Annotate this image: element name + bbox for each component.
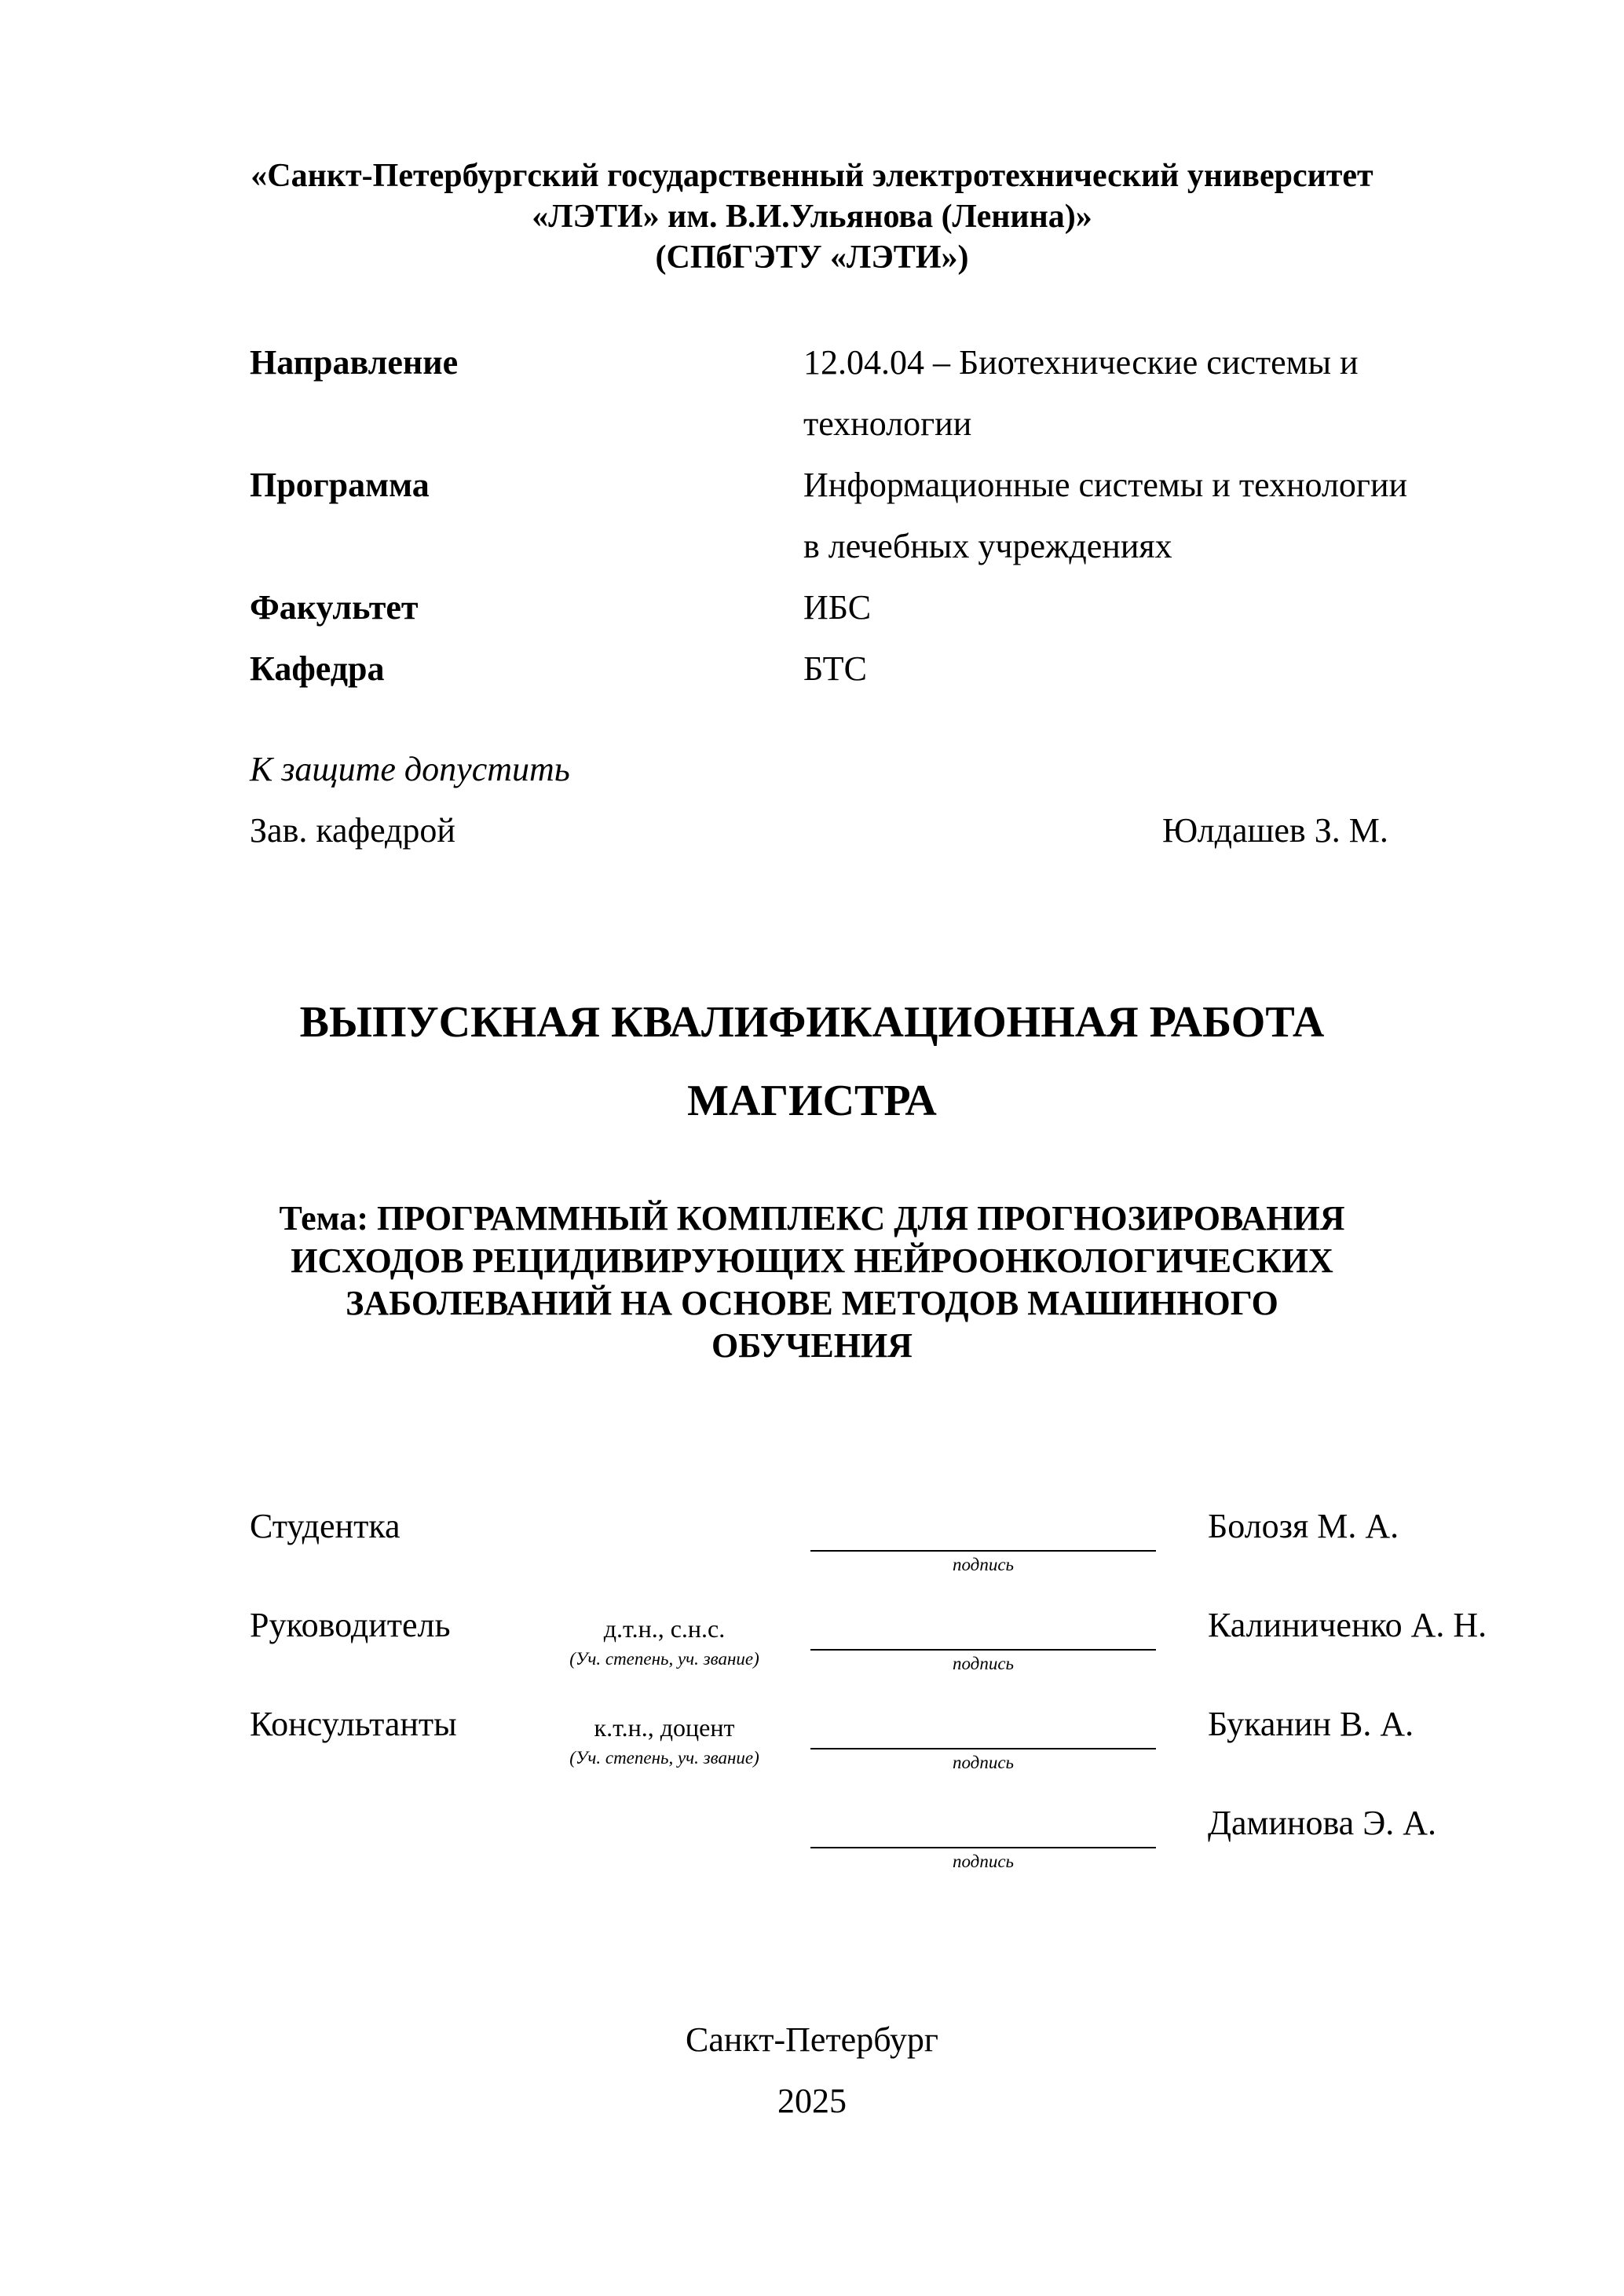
- consultant1-name: Буканин В. А.: [1208, 1705, 1414, 1743]
- consultant1-degree-hint: (Уч. степень, уч. звание): [569, 1748, 759, 1768]
- supervisor-degree-hint: (Уч. степень, уч. звание): [569, 1649, 759, 1669]
- consultant2-signature-line: [810, 1847, 1156, 1848]
- student-name: Болозя М. А.: [1208, 1507, 1399, 1545]
- consultant1-signature-hint: подпись: [952, 1753, 1014, 1772]
- supervisor-degree: д.т.н., с.н.с.: [603, 1614, 726, 1643]
- student-signature-line: [810, 1550, 1156, 1552]
- faculty-value: ИБС: [803, 588, 872, 627]
- program-value-line1: Информационные системы и технологии: [803, 466, 1408, 504]
- consultant2-name: Даминова Э. А.: [1208, 1804, 1437, 1842]
- direction-label: Направление: [250, 343, 459, 382]
- supervisor-name: Калиниченко А. Н.: [1208, 1606, 1487, 1644]
- direction-value-line1: 12.04.04 – Биотехнические системы и: [803, 343, 1359, 382]
- university-name-line2: «ЛЭТИ» им. В.И.Ульянова (Ленина)»: [532, 199, 1092, 235]
- department-value: БТС: [803, 649, 867, 688]
- student-role: Студентка: [250, 1507, 401, 1545]
- head-of-department-label: Зав. кафедрой: [250, 811, 455, 850]
- theme-line2: ИСХОДОВ РЕЦИДИВИРУЮЩИХ НЕЙРООНКОЛОГИЧЕСКИХ: [291, 1241, 1333, 1280]
- university-abbrev: (СПбГЭТУ «ЛЭТИ»): [655, 239, 969, 276]
- supervisor-role: Руководитель: [250, 1606, 451, 1644]
- theme-line3: ЗАБОЛЕВАНИЙ НА ОСНОВЕ МЕТОДОВ МАШИННОГО: [346, 1284, 1278, 1322]
- student-signature-hint: подпись: [952, 1555, 1014, 1574]
- supervisor-signature-hint: подпись: [952, 1654, 1014, 1673]
- program-label: Программа: [250, 466, 430, 504]
- consultant2-signature-hint: подпись: [952, 1852, 1014, 1871]
- document-title-line2: МАГИСТРА: [687, 1077, 937, 1125]
- university-name-line1: «Санкт-Петербургский государственный электротехнический университет: [251, 158, 1373, 194]
- admission-note: К защите допустить: [250, 750, 570, 788]
- department-label: Кафедра: [250, 649, 385, 688]
- theme-line4: ОБУЧЕНИЯ: [711, 1326, 913, 1365]
- city: Санкт-Петербург: [686, 2020, 938, 2059]
- consultants-role: Консультанты: [250, 1705, 457, 1743]
- document-title-line1: ВЫПУСКНАЯ КВАЛИФИКАЦИОННАЯ РАБОТА: [299, 998, 1325, 1047]
- head-of-department-name: Юлдашев З. М.: [1162, 811, 1388, 850]
- direction-value-line2: технологии: [803, 404, 972, 443]
- faculty-label: Факультет: [250, 588, 419, 627]
- consultant1-degree: к.т.н., доцент: [594, 1713, 735, 1742]
- year: 2025: [777, 2082, 847, 2120]
- supervisor-signature-line: [810, 1649, 1156, 1651]
- program-value-line2: в лечебных учреждениях: [803, 527, 1172, 565]
- theme-line1: Тема: ПРОГРАММНЫЙ КОМПЛЕКС ДЛЯ ПРОГНОЗИРОВАНИЯ: [279, 1199, 1345, 1238]
- consultant1-signature-line: [810, 1748, 1156, 1749]
